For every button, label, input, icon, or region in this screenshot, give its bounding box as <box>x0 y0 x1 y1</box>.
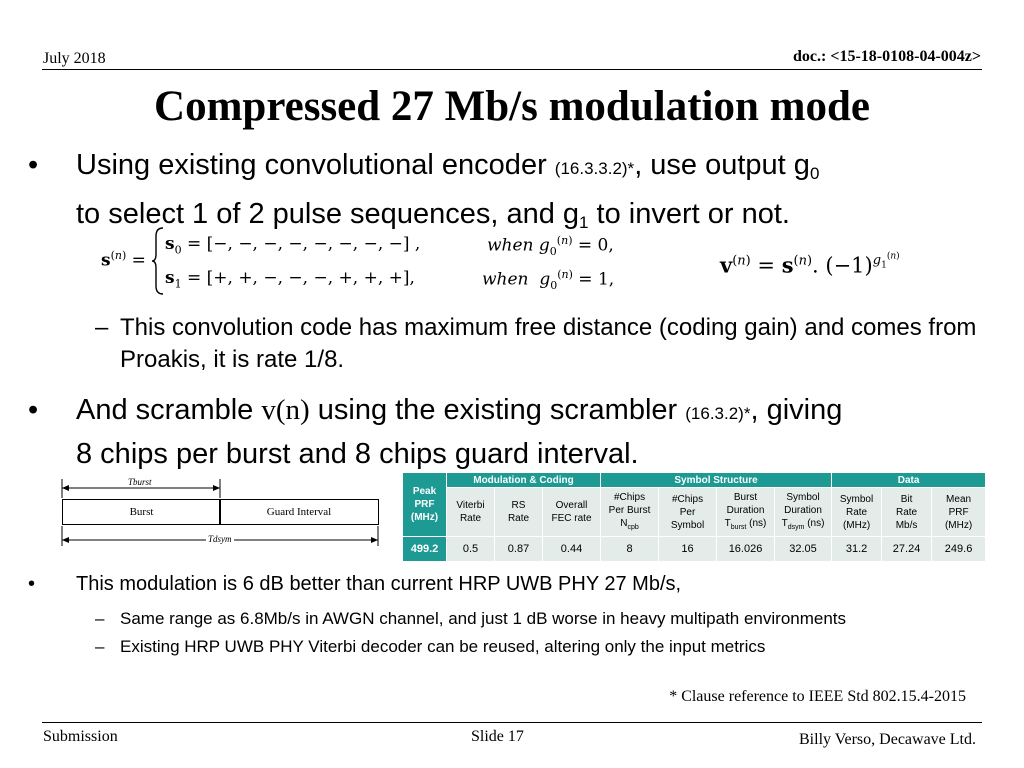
equation-s0: $s_0$ = [−, −, −, −, −, −, −, −] , <box>165 234 421 257</box>
bullet-2-text-a: And scramble <box>76 394 262 426</box>
bullet-1-mark: • <box>28 149 39 181</box>
col-chips-per-symbol: #Chips Per Symbol <box>659 488 717 537</box>
guard-interval-box: Guard Interval <box>219 499 379 525</box>
cell-chips-per-symbol: 16 <box>659 537 717 562</box>
header-doc-id: doc.: <15-18-0108-04-004z> <box>793 48 981 65</box>
bullet-2-ref: (16.3.2)* <box>685 404 751 423</box>
sub-item-2-text: Existing HRP UWB PHY Viterbi decoder can be reused, altering only the input metrics <box>120 637 766 656</box>
bullet-1-text <box>76 145 976 243</box>
bullet-1-text-c: to select 1 of 2 pulse sequences, and g <box>76 198 580 230</box>
group-data: Data <box>832 473 986 488</box>
bullet-2-mark: • <box>28 394 39 426</box>
peak-prf-line: (MHz) <box>410 512 439 523</box>
bullet-1 <box>28 145 988 232</box>
equation-s-lhs: $s^{(n)}$ = <box>101 249 146 271</box>
bullet-3-text: This modulation is 6 dB better than current HRP UWB PHY 27 Mb/s, <box>76 573 682 595</box>
col-chips-per-burst: #Chips Per Burst $N_{cpb}$ <box>601 488 659 537</box>
table-row <box>403 537 986 562</box>
equation-s1-condition: when $g_0^{(n)} = 1$, <box>482 268 615 293</box>
bullet-2-text-d: 8 chips per burst and 8 chips guard interval. <box>76 438 639 470</box>
header-date: July 2018 <box>43 50 106 67</box>
cell-overall-fec-rate: 0.44 <box>543 537 601 562</box>
col-symbol-rate: Symbol Rate (MHz) <box>832 488 882 537</box>
modulation-table <box>402 472 986 562</box>
peak-prf-header <box>403 473 447 537</box>
cell-peak-prf: 499.2 <box>403 537 447 562</box>
col-overall-fec-rate: Overall FEC rate <box>543 488 601 537</box>
peak-prf-line: Peak <box>412 486 437 497</box>
table-group-header <box>403 473 986 488</box>
cell-symbol-rate: 31.2 <box>832 537 882 562</box>
sub-item-2 <box>95 637 995 659</box>
equation-brace <box>152 226 164 296</box>
footer-slide-number: Slide 17 <box>471 728 524 745</box>
cell-symbol-duration: 32.05 <box>775 537 832 562</box>
col-symbol-duration: Symbol Duration $T_{dsym}$ (ns) <box>775 488 832 537</box>
bullet-2-v: v(n) <box>261 394 310 426</box>
col-rs-rate: RS Rate <box>495 488 543 537</box>
bullet-1-sub1: 1 <box>579 213 589 232</box>
brace-icon <box>152 226 164 296</box>
bullet-1-ref: (16.3.3.2)* <box>554 159 635 178</box>
bullet-1-sub0: 0 <box>809 164 820 183</box>
bullet-2 <box>28 390 988 470</box>
dash-item-1 <box>95 312 995 378</box>
footer-submission: Submission <box>43 728 118 745</box>
cell-bit-rate: 27.24 <box>882 537 932 562</box>
sub-item-1-text: Same range as 6.8Mb/s in AWGN channel, and just 1 dB worse in heavy multipath environments <box>120 609 847 628</box>
peak-prf-line: PRF <box>414 499 435 510</box>
bullet-2-text <box>76 390 976 474</box>
cell-viterbi-rate: 0.5 <box>447 537 495 562</box>
clause-note: * Clause reference to IEEE Std 802.15.4-2015 <box>669 688 966 705</box>
t-burst-label: Tburst <box>128 477 152 487</box>
col-viterbi-rate: Viterbi Rate <box>447 488 495 537</box>
cell-mean-prf: 249.6 <box>932 537 986 562</box>
dash-mark: – <box>95 609 105 628</box>
footer-author: Billy Verso, Decawave Ltd. <box>799 731 976 748</box>
col-bit-rate: Bit Rate Mb/s <box>882 488 932 537</box>
bullet-2-text-c: , giving <box>750 394 843 426</box>
cell-burst-duration: 16.026 <box>717 537 775 562</box>
footer-rule <box>42 722 982 723</box>
burst-box: Burst <box>62 499 221 525</box>
equation-s0-condition: when $g_0^{(n)} = 0$, <box>487 234 614 259</box>
bullet-1-text-b: , use output g <box>634 149 810 181</box>
bullet-3-mark: • <box>28 573 36 595</box>
equation-v: $v^{(n)} = s^{(n)}$. $(-1)^{g_1^{(n)}}$ <box>720 252 900 278</box>
t-dsym-label: Tdsym <box>208 534 232 544</box>
slide-title: Compressed 27 Mb/s modulation mode <box>154 83 870 130</box>
col-burst-duration: Burst Duration $T_{burst}$ (ns) <box>717 488 775 537</box>
group-symbol-structure: Symbol Structure <box>601 473 832 488</box>
header-rule <box>42 69 982 70</box>
cell-chips-per-burst: 8 <box>601 537 659 562</box>
timing-diagram <box>60 474 380 554</box>
bullet-1-text-a: Using existing convolutional encoder <box>76 149 555 181</box>
table-column-header <box>403 488 986 537</box>
dash-mark: – <box>95 637 105 656</box>
bullet-1-text-d: to invert or not. <box>588 198 790 230</box>
bullet-3 <box>28 573 928 599</box>
cell-rs-rate: 0.87 <box>495 537 543 562</box>
dash-item-1-text: This convolution code has maximum free distance (coding gain) and comes from Proakis, it is rate 1/8. <box>120 314 977 373</box>
group-modulation-coding: Modulation & Coding <box>447 473 601 488</box>
col-mean-prf: Mean PRF (MHz) <box>932 488 986 537</box>
bullet-2-text-b: using the existing scrambler <box>309 394 686 426</box>
dash-mark: – <box>95 314 109 341</box>
equation-s1: $s_1$ = [+, +, −, −, −, +, +, +], <box>165 268 415 291</box>
sub-item-1 <box>95 609 995 631</box>
